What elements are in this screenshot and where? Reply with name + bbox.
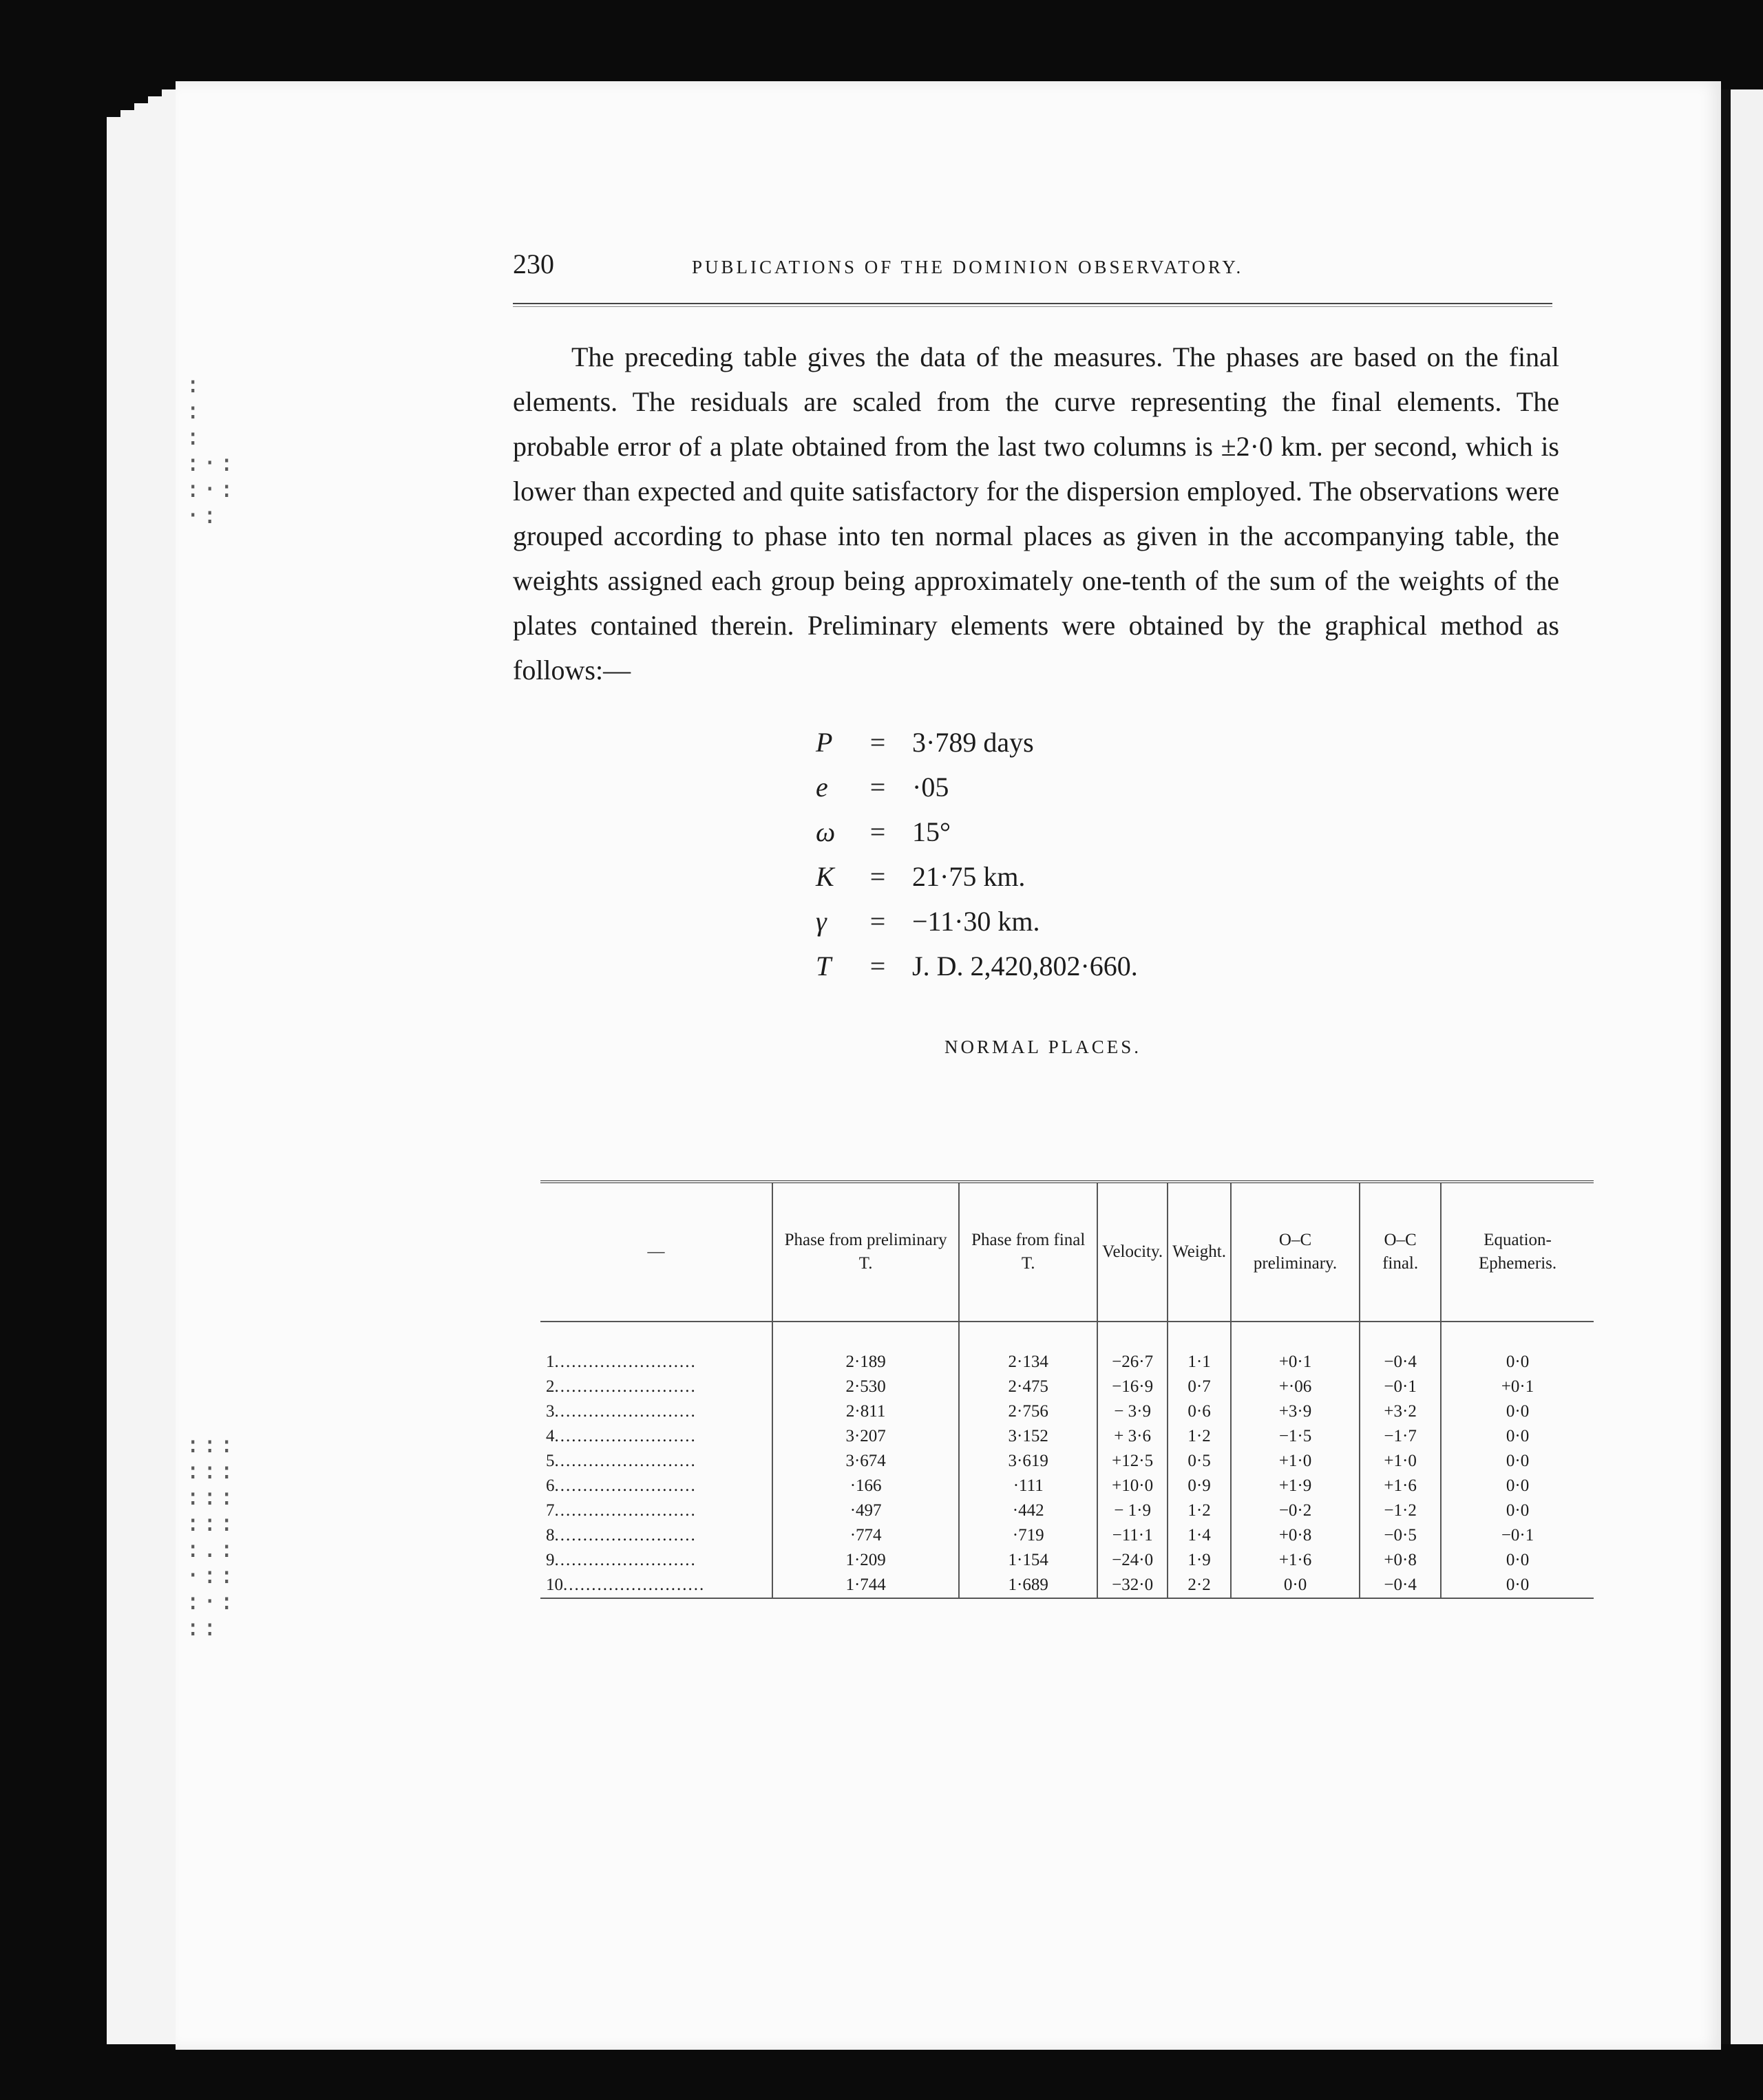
row-number-label: 1 bbox=[546, 1353, 555, 1371]
row-number bbox=[540, 1548, 772, 1573]
row-number bbox=[540, 1474, 772, 1498]
element-row bbox=[816, 765, 1573, 809]
element-equals: = bbox=[869, 951, 886, 982]
table-cell: ·719 bbox=[959, 1523, 1097, 1548]
row-number-label: 4 bbox=[546, 1427, 555, 1445]
element-value: −11·30 km. bbox=[912, 906, 1040, 937]
row-number-label: 6 bbox=[546, 1476, 555, 1495]
row-number-label: 5 bbox=[546, 1452, 555, 1470]
table-cell: 1·209 bbox=[772, 1548, 959, 1573]
element-symbol: P bbox=[816, 727, 833, 758]
element-equals: = bbox=[869, 772, 886, 803]
row-number bbox=[540, 1523, 772, 1548]
spacer-cell bbox=[1360, 1322, 1441, 1350]
row-number-label: 10 bbox=[546, 1576, 563, 1594]
table-cell: −0·2 bbox=[1231, 1498, 1360, 1523]
table-cell: −24·0 bbox=[1097, 1548, 1168, 1573]
table-cell: −26·7 bbox=[1097, 1350, 1168, 1375]
table-row bbox=[540, 1573, 1594, 1598]
row-number-label: 9 bbox=[546, 1551, 555, 1569]
row-number bbox=[540, 1573, 772, 1598]
table-cell: 1·1 bbox=[1168, 1350, 1231, 1375]
table-cell: 2·134 bbox=[959, 1350, 1097, 1375]
spacer-cell bbox=[772, 1322, 959, 1350]
table-cell: 0·7 bbox=[1168, 1375, 1231, 1399]
table-cell: 0·0 bbox=[1441, 1498, 1594, 1523]
table-cell: −0·1 bbox=[1360, 1375, 1441, 1399]
row-number bbox=[540, 1399, 772, 1424]
facing-page-edge bbox=[1721, 89, 1763, 2044]
element-symbol: ω bbox=[816, 816, 836, 847]
normal-places-table bbox=[540, 1180, 1594, 1599]
table-cell: −0·4 bbox=[1360, 1350, 1441, 1375]
spacer-cell bbox=[1231, 1322, 1360, 1350]
table-cell: 2·2 bbox=[1168, 1573, 1231, 1598]
element-value: ·05 bbox=[912, 772, 949, 803]
table-cell: +1·6 bbox=[1231, 1548, 1360, 1573]
element-row bbox=[816, 944, 1573, 988]
table-cell: 0·0 bbox=[1441, 1350, 1594, 1375]
page-content bbox=[513, 248, 1573, 1058]
table-row bbox=[540, 1424, 1594, 1449]
leader-dots: ......................... bbox=[563, 1576, 706, 1594]
table-cell: 1·154 bbox=[959, 1548, 1097, 1573]
element-equals: = bbox=[869, 861, 886, 892]
spacer-cell bbox=[540, 1322, 772, 1350]
element-equals: = bbox=[869, 727, 886, 758]
table-row bbox=[540, 1523, 1594, 1548]
running-head bbox=[513, 248, 1573, 289]
table-cell: −0·1 bbox=[1441, 1523, 1594, 1548]
column-header: Phase from preliminary T. bbox=[772, 1182, 959, 1322]
margin-bleed-marks: : : : :·: :·: ·: bbox=[186, 371, 237, 529]
table-spacer-row bbox=[540, 1322, 1594, 1350]
table-title: NORMAL PLACES. bbox=[944, 1037, 1142, 1057]
leader-dots: ......................... bbox=[554, 1377, 697, 1396]
table-cell: ·497 bbox=[772, 1498, 959, 1523]
table-cell: 1·744 bbox=[772, 1573, 959, 1598]
table-cell: +1·0 bbox=[1231, 1449, 1360, 1474]
table-cell: 3·207 bbox=[772, 1424, 959, 1449]
leader-dots: ......................... bbox=[554, 1427, 697, 1445]
leader-dots: ......................... bbox=[554, 1452, 697, 1470]
column-header: O–C final. bbox=[1360, 1182, 1441, 1322]
table-cell: +0·1 bbox=[1441, 1375, 1594, 1399]
spacer-cell bbox=[1441, 1322, 1594, 1350]
table-cell: 2·756 bbox=[959, 1399, 1097, 1424]
table-cell: 2·530 bbox=[772, 1375, 959, 1399]
leader-dots: ......................... bbox=[554, 1501, 697, 1520]
table-cell: − 3·9 bbox=[1097, 1399, 1168, 1424]
table-cell: −32·0 bbox=[1097, 1573, 1168, 1598]
table-cell: +0·1 bbox=[1231, 1350, 1360, 1375]
table-cell: + 3·6 bbox=[1097, 1424, 1168, 1449]
row-number bbox=[540, 1350, 772, 1375]
table-row bbox=[540, 1474, 1594, 1498]
element-value: 3·789 days bbox=[912, 727, 1034, 758]
table-cell: 1·9 bbox=[1168, 1548, 1231, 1573]
table-cell: ·442 bbox=[959, 1498, 1097, 1523]
table-row bbox=[540, 1399, 1594, 1424]
table-row bbox=[540, 1498, 1594, 1523]
table-cell: 0·5 bbox=[1168, 1449, 1231, 1474]
table-cell: −11·1 bbox=[1097, 1523, 1168, 1548]
element-symbol: T bbox=[816, 951, 832, 982]
table-cell: +0·8 bbox=[1231, 1523, 1360, 1548]
table-cell: −1·7 bbox=[1360, 1424, 1441, 1449]
body-paragraph: The preceding table gives the data of the measures. The phases are based on the final elements. The residuals are scaled from the curve representing the final elements. The probable error of a plate obtained from the last two columns is ±2·0 km. per second, which is lower than expected and quite satisfactory for the dispersion employed. The observations were grouped according to phase into ten normal places as given in the accompanying table, the weights assigned each group being approximately one-tenth of the sum of the weights of the plates contained therein. Preliminary elements were obtained by the graphical method as follows:— bbox=[513, 341, 1559, 686]
leader-dots: ......................... bbox=[554, 1353, 697, 1371]
table-cell: − 1·9 bbox=[1097, 1498, 1168, 1523]
orbital-elements bbox=[816, 720, 1573, 988]
leader-dots: ......................... bbox=[554, 1551, 697, 1569]
element-symbol: K bbox=[816, 861, 834, 892]
table-cell: −0·4 bbox=[1360, 1573, 1441, 1598]
table-cell: +·06 bbox=[1231, 1375, 1360, 1399]
table-cell: 3·619 bbox=[959, 1449, 1097, 1474]
table-cell: 0·0 bbox=[1441, 1548, 1594, 1573]
table-cell: 0·9 bbox=[1168, 1474, 1231, 1498]
row-number-label: 8 bbox=[546, 1526, 555, 1545]
table-row bbox=[540, 1548, 1594, 1573]
element-equals: = bbox=[869, 816, 886, 847]
table-cell: −1·2 bbox=[1360, 1498, 1441, 1523]
element-row bbox=[816, 899, 1573, 944]
table-cell: 1·2 bbox=[1168, 1424, 1231, 1449]
table-cell: 2·189 bbox=[772, 1350, 959, 1375]
table-cell: 0·0 bbox=[1441, 1474, 1594, 1498]
table-cell: 0·0 bbox=[1441, 1424, 1594, 1449]
column-header: Velocity. bbox=[1097, 1182, 1168, 1322]
column-header: — bbox=[540, 1182, 772, 1322]
table-cell: +1·6 bbox=[1360, 1474, 1441, 1498]
table-cell: +3·2 bbox=[1360, 1399, 1441, 1424]
column-header: Equation-Ephemeris. bbox=[1441, 1182, 1594, 1322]
table-cell: +10·0 bbox=[1097, 1474, 1168, 1498]
table-cell: ·111 bbox=[959, 1474, 1097, 1498]
table-cell: 1·689 bbox=[959, 1573, 1097, 1598]
table-cell: 3·152 bbox=[959, 1424, 1097, 1449]
row-number-label: 7 bbox=[546, 1501, 555, 1520]
leader-dots: ......................... bbox=[554, 1476, 697, 1495]
leader-dots: ......................... bbox=[554, 1526, 697, 1545]
element-symbol: γ bbox=[816, 906, 827, 937]
table-cell: +0·8 bbox=[1360, 1548, 1441, 1573]
row-number-label: 2 bbox=[546, 1377, 555, 1396]
row-number-label: 3 bbox=[546, 1402, 555, 1421]
spacer-cell bbox=[959, 1322, 1097, 1350]
table-cell: ·774 bbox=[772, 1523, 959, 1548]
row-number bbox=[540, 1449, 772, 1474]
table-cell: +3·9 bbox=[1231, 1399, 1360, 1424]
table-body bbox=[540, 1322, 1594, 1598]
table-cell: 0·0 bbox=[1441, 1573, 1594, 1598]
table-cell: +12·5 bbox=[1097, 1449, 1168, 1474]
element-value: 15° bbox=[912, 816, 951, 847]
spacer-cell bbox=[1168, 1322, 1231, 1350]
column-header: Weight. bbox=[1168, 1182, 1231, 1322]
table-cell: +1·0 bbox=[1360, 1449, 1441, 1474]
table-row bbox=[540, 1350, 1594, 1375]
spacer-cell bbox=[1097, 1322, 1168, 1350]
table-header-row bbox=[540, 1182, 1594, 1322]
table-cell: −0·5 bbox=[1360, 1523, 1441, 1548]
table-cell: −16·9 bbox=[1097, 1375, 1168, 1399]
table-cell: 0·0 bbox=[1441, 1399, 1594, 1424]
table-row bbox=[540, 1449, 1594, 1474]
element-row bbox=[816, 809, 1573, 854]
element-row bbox=[816, 720, 1573, 765]
table-cell: +1·9 bbox=[1231, 1474, 1360, 1498]
margin-bleed-marks: ::: ::: ::: ::: :.: ·:: :·: :: bbox=[186, 1431, 237, 1642]
row-number bbox=[540, 1498, 772, 1523]
table-cell: 0·0 bbox=[1441, 1449, 1594, 1474]
row-number bbox=[540, 1375, 772, 1399]
table-row bbox=[540, 1375, 1594, 1399]
page-number: 230 bbox=[513, 248, 554, 279]
element-symbol: e bbox=[816, 772, 828, 803]
table-cell: 1·4 bbox=[1168, 1523, 1231, 1548]
row-number bbox=[540, 1424, 772, 1449]
running-title: PUBLICATIONS OF THE DOMINION OBSERVATORY. bbox=[692, 257, 1244, 277]
header-rule bbox=[513, 303, 1552, 307]
element-value: J. D. 2,420,802·660. bbox=[912, 951, 1138, 982]
element-row bbox=[816, 854, 1573, 899]
column-header: Phase from final T. bbox=[959, 1182, 1097, 1322]
element-equals: = bbox=[869, 906, 886, 937]
leader-dots: ......................... bbox=[554, 1402, 697, 1421]
table-cell: 1·2 bbox=[1168, 1498, 1231, 1523]
table-cell: 2·475 bbox=[959, 1375, 1097, 1399]
table-cell: 0·0 bbox=[1231, 1573, 1360, 1598]
table-cell: 2·811 bbox=[772, 1399, 959, 1424]
table-cell: ·166 bbox=[772, 1474, 959, 1498]
table-cell: −1·5 bbox=[1231, 1424, 1360, 1449]
column-header: O–C preliminary. bbox=[1231, 1182, 1360, 1322]
element-value: 21·75 km. bbox=[912, 861, 1026, 892]
table-cell: 3·674 bbox=[772, 1449, 959, 1474]
table-cell: 0·6 bbox=[1168, 1399, 1231, 1424]
